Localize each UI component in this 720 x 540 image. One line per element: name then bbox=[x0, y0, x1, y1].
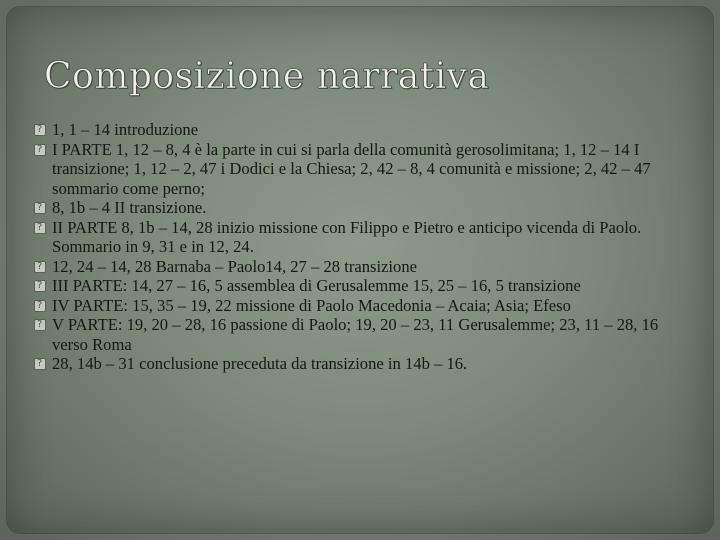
list-item bbox=[34, 140, 694, 199]
bullet-icon bbox=[34, 319, 46, 331]
list-item bbox=[34, 276, 694, 296]
list-item-text: III PARTE: 14, 27 – 16, 5 assemblea di Gerusalemme 15, 25 – 16, 5 transizione bbox=[52, 276, 581, 295]
list-item-text: II PARTE 8, 1b – 14, 28 inizio missione con Filippo e Pietro e anticipo vicenda di Paolo. Sommario in 9, 31 e in 12, 24. bbox=[52, 217, 642, 256]
list-item-text: 28, 14b – 31 conclusione preceduta da transizione in 14b – 16. bbox=[52, 354, 468, 373]
bullet-icon bbox=[34, 202, 46, 214]
bullet-icon bbox=[34, 280, 46, 292]
list-item bbox=[34, 218, 694, 257]
bullet-icon bbox=[34, 358, 46, 370]
list-item bbox=[34, 257, 694, 277]
list-item-text: 8, 1b – 4 II transizione. bbox=[52, 198, 207, 217]
list-item bbox=[34, 120, 694, 140]
bullet-icon bbox=[34, 124, 46, 136]
bullet-icon bbox=[34, 222, 46, 234]
slide-title: Composizione narrativa bbox=[44, 56, 490, 97]
list-item-text: I PARTE 1, 12 – 8, 4 è la parte in cui si parla della comunità gerosolimitana; 1, 12 – 14 I transizione; 1, 12 – 2, 47 i Dodici e la Chiesa; 2, 42 – 8, 4 comunità e missione; 2, 42 – 47 sommario come perno; bbox=[52, 139, 651, 198]
list-item bbox=[34, 354, 694, 374]
list-item-text: V PARTE: 19, 20 – 28, 16 passione di Paolo; 19, 20 – 23, 11 Gerusalemme; 23, 11 – 28, 16 verso Roma bbox=[52, 315, 659, 354]
bullet-icon bbox=[34, 300, 46, 312]
list-item bbox=[34, 198, 694, 218]
bullet-icon bbox=[34, 261, 46, 273]
list-item bbox=[34, 296, 694, 316]
list-item-text: 1, 1 – 14 introduzione bbox=[52, 120, 199, 139]
list-item bbox=[34, 315, 694, 354]
bullet-icon bbox=[34, 144, 46, 156]
list-item-text: IV PARTE: 15, 35 – 19, 22 missione di Paolo Macedonia – Acaia; Asia; Efeso bbox=[52, 295, 571, 315]
list-item-text: 12, 24 – 14, 28 Barnaba – Paolo14, 27 – 28 transizione bbox=[52, 256, 418, 276]
bullet-list bbox=[34, 120, 694, 374]
